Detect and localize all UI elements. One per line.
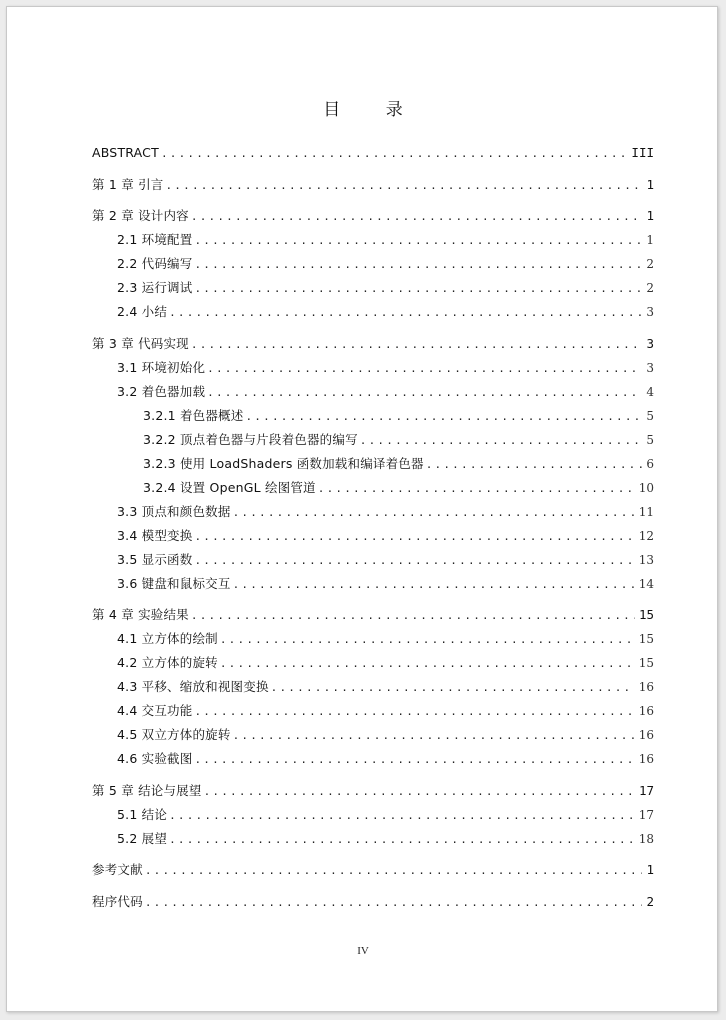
toc-entry-page: 2 (646, 257, 654, 271)
toc-entry-label: 3.6 键盘和鼠标交互 (117, 575, 231, 591)
toc-entry[interactable] (117, 630, 654, 648)
toc-leader-dots (191, 208, 642, 226)
toc-title: 目 录 (323, 100, 423, 120)
toc-entry-page: 13 (638, 552, 654, 567)
toc-entry-page: 4 (646, 384, 654, 399)
toc-entry[interactable] (117, 255, 654, 273)
toc-leader-dots (169, 831, 635, 849)
toc-leader-dots (233, 727, 635, 745)
toc-entry[interactable] (117, 726, 654, 744)
toc-entry[interactable] (117, 575, 654, 593)
toc-leader-dots (169, 807, 635, 825)
toc-entry[interactable] (143, 407, 654, 425)
toc-entry-label: 3.5 显示函数 (117, 551, 193, 567)
toc-entry-page: 15 (638, 607, 654, 622)
toc-entry-page: 1 (646, 862, 654, 877)
toc-entry[interactable] (92, 893, 654, 911)
toc-entry-label: 第 3 章 代码实现 (92, 335, 189, 351)
toc-leader-dots (161, 145, 627, 163)
table-of-contents (7, 7, 719, 1013)
toc-entry[interactable] (117, 383, 654, 401)
toc-entry-page: 18 (638, 831, 654, 846)
toc-entry-page: 1 (646, 208, 654, 223)
toc-entry-label: 2.2 代码编写 (117, 256, 193, 271)
toc-entry-label: 3.2.2 顶点着色器与片段着色器的编写 (143, 431, 358, 447)
toc-entry-page: 3 (646, 305, 654, 319)
toc-entry[interactable] (117, 702, 654, 720)
toc-entry-page: 1 (646, 233, 654, 247)
toc-entry-page: 16 (638, 728, 654, 742)
toc-entry[interactable] (92, 176, 654, 194)
toc-entry-page: III (631, 145, 654, 160)
toc-leader-dots (194, 256, 642, 274)
toc-leader-dots (145, 894, 642, 912)
toc-entry-label: ABSTRACT (92, 145, 159, 160)
toc-leader-dots (191, 607, 635, 625)
toc-leader-dots (207, 384, 642, 402)
toc-leader-dots (271, 679, 635, 697)
toc-leader-dots (318, 480, 635, 498)
toc-entry-label: 3.2.1 着色器概述 (143, 407, 244, 423)
toc-entry-page: 16 (638, 752, 654, 766)
toc-entry-label: 4.5 双立方体的旋转 (117, 727, 231, 742)
toc-entry[interactable] (117, 551, 654, 569)
toc-entry[interactable] (92, 207, 654, 225)
toc-entry-label: 3.1 环境初始化 (117, 359, 206, 375)
toc-entry[interactable] (117, 231, 654, 249)
toc-leader-dots (204, 783, 635, 801)
toc-leader-dots (194, 232, 642, 250)
toc-entry-page: 5 (646, 432, 654, 447)
toc-entry-label: 4.3 平移、缩放和视图变换 (117, 679, 269, 694)
toc-leader-dots (233, 576, 635, 594)
toc-entry-label: 2.1 环境配置 (117, 232, 193, 247)
toc-leader-dots (165, 177, 642, 195)
toc-leader-dots (194, 552, 634, 570)
toc-leader-dots (233, 504, 635, 522)
page-number-footer: IV (357, 945, 369, 957)
toc-entry-page: 15 (638, 632, 654, 646)
toc-leader-dots (191, 336, 642, 354)
toc-entry-label: 4.6 实验截图 (117, 751, 193, 766)
toc-leader-dots (220, 655, 635, 673)
toc-entry[interactable] (117, 654, 654, 672)
toc-entry-label: 2.4 小结 (117, 304, 168, 319)
toc-entry[interactable] (117, 830, 654, 848)
toc-entry[interactable] (117, 303, 654, 321)
toc-entry[interactable] (117, 806, 654, 824)
toc-entry-page: 16 (638, 704, 654, 718)
toc-leader-dots (194, 703, 634, 721)
toc-entry-label: 4.2 立方体的旋转 (117, 655, 218, 670)
toc-leader-dots (426, 456, 642, 474)
toc-entry[interactable] (143, 479, 654, 497)
toc-leader-dots (194, 751, 634, 769)
toc-entry-label: 3.2.4 设置 OpenGL 绘图管道 (143, 479, 316, 495)
toc-leader-dots (245, 408, 642, 426)
toc-entry-label: 3.4 模型变换 (117, 527, 193, 543)
toc-entry-page: 5 (646, 408, 654, 423)
toc-entry-label: 2.3 运行调试 (117, 280, 193, 295)
toc-entry-label: 第 5 章 结论与展望 (92, 782, 202, 798)
toc-entry[interactable] (117, 279, 654, 297)
toc-entry-label: 4.1 立方体的绘制 (117, 631, 218, 646)
toc-entry-label: 第 4 章 实验结果 (92, 607, 189, 622)
toc-entry-label: 参考文献 (92, 862, 143, 877)
toc-entry[interactable] (92, 782, 654, 800)
toc-leader-dots (360, 432, 642, 450)
toc-entry[interactable] (143, 455, 654, 473)
toc-entry-page: 3 (646, 360, 654, 375)
toc-entry-label: 3.2.3 使用 LoadShaders 函数加载和编译着色器 (143, 455, 424, 471)
toc-leader-dots (207, 360, 642, 378)
toc-entry-label: 程序代码 (92, 893, 143, 909)
toc-entry-page: 1 (646, 176, 654, 192)
toc-leader-dots (194, 528, 634, 546)
toc-entry-page: 10 (638, 480, 654, 495)
toc-entry[interactable] (92, 861, 654, 879)
toc-leader-dots (145, 862, 642, 880)
toc-entry[interactable] (92, 144, 654, 162)
toc-entry[interactable] (117, 503, 654, 521)
toc-entry[interactable] (143, 431, 654, 449)
toc-entry-page: 15 (638, 656, 654, 670)
toc-entry-page: 16 (638, 680, 654, 694)
document-page (6, 6, 718, 1012)
toc-entry-page: 12 (638, 528, 654, 543)
toc-entry-page: 17 (638, 782, 654, 798)
toc-entry-label: 5.2 展望 (117, 830, 168, 846)
toc-entry-label: 第 1 章 引言 (92, 176, 164, 192)
toc-leader-dots (220, 631, 635, 649)
toc-entry[interactable] (117, 527, 654, 545)
toc-entry-label: 3.3 顶点和颜色数据 (117, 503, 231, 519)
toc-entry[interactable] (92, 335, 654, 353)
toc-leader-dots (169, 304, 642, 322)
toc-entry[interactable] (92, 606, 654, 624)
toc-entry-label: 第 2 章 设计内容 (92, 208, 189, 223)
toc-entry[interactable] (117, 359, 654, 377)
toc-entry-page: 3 (646, 335, 654, 351)
toc-entry-label: 5.1 结论 (117, 806, 168, 822)
toc-entry-page: 11 (638, 504, 654, 519)
toc-entry-label: 4.4 交互功能 (117, 703, 193, 718)
toc-entry-page: 2 (646, 281, 654, 295)
toc-entry-label: 3.2 着色器加载 (117, 383, 206, 399)
toc-entry-page: 2 (646, 893, 654, 909)
toc-leader-dots (194, 280, 642, 298)
toc-entry[interactable] (117, 678, 654, 696)
toc-entry-page: 6 (646, 456, 654, 471)
toc-entry-page: 14 (638, 576, 654, 591)
toc-entry-page: 17 (638, 807, 654, 822)
toc-entry[interactable] (117, 750, 654, 768)
